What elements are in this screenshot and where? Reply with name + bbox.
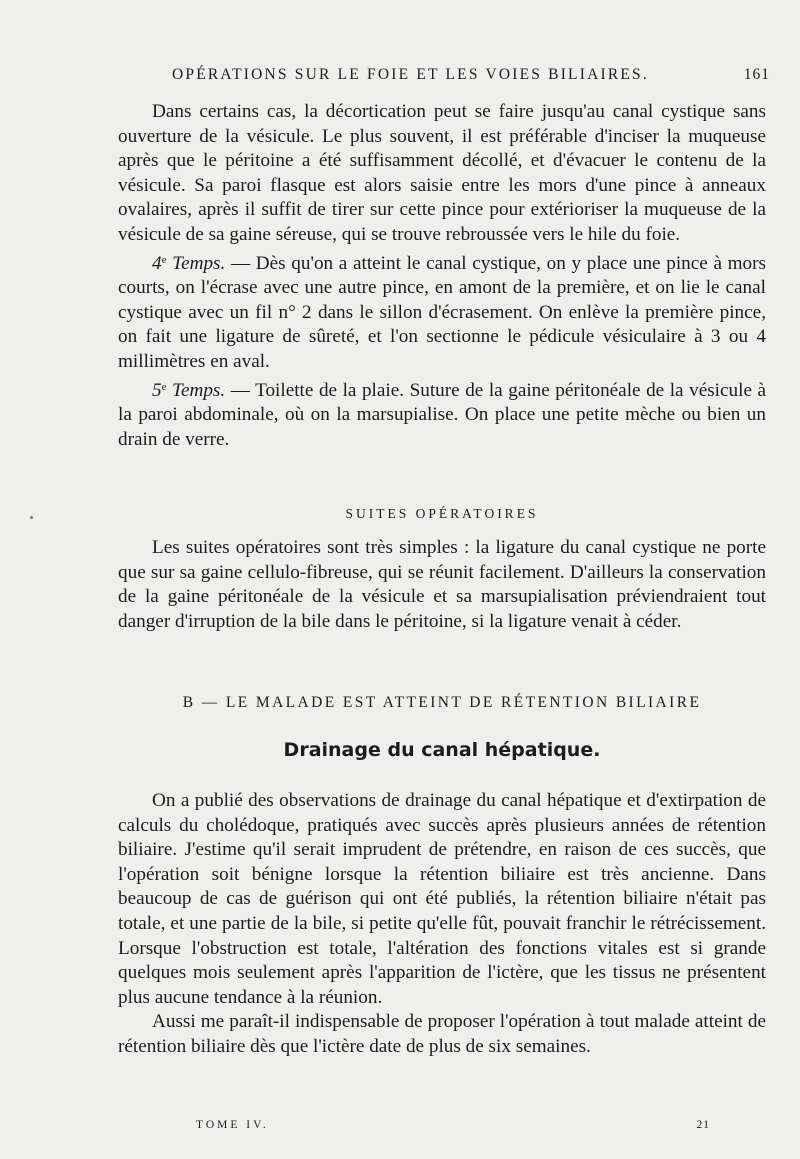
temps-4-label: 4e Temps.: [152, 252, 226, 274]
temps-5-label: 5e Temps.: [152, 379, 226, 401]
section-suites: [118, 536, 766, 634]
running-title: OPÉRATIONS SUR LE FOIE ET LES VOIES BILIAIRES.: [172, 66, 649, 83]
paragraph-suites: Les suites opératoires sont très simples : la ligature du canal cystique ne porte que sur sa gaine cellulo-fibreuse, qui se réunit facilement. D'ailleurs la conservation de la gaine péritonéale de la vésicule et sa marsupialisation préviendraient tout danger d'irruption de la bile dans le péritoine, si la ligature venait à céder.: [118, 537, 766, 632]
suites-heading: SUITES OPÉRATOIRES: [345, 506, 539, 521]
paragraph-drainage-1: On a publié des observations de drainage du canal hépatique et d'extirpation de calculs du cholédoque, pratiqués avec succès après plusieurs années de rétention biliaire. J'estime qu'il serait imprudent de prétendre, en raison de ces succès, que l'opération soit bénigne lorsque la rétention biliaire est très ancienne. Dans beaucoup de cas de guérison qui ont été publiés, la rétention biliaire n'était pas totale, et une partie de la bile, si petite qu'elle fût, pouvait franchir le rétrécissement. Lorsque l'obstruction est totale, l'altération des fonctions vitales est si grande quelques mois seulement après l'apparition de l'ictère, que les tissus ne présentent plus aucune tendance à la réunion.: [118, 790, 766, 1008]
paragraph-drainage-2: Aussi me paraît-il indispensable de proposer l'opération à tout malade atteint de rétention biliaire dès que l'ictère date de plus de six semaines.: [118, 1011, 766, 1057]
drainage-heading: Drainage du canal hépatique.: [283, 739, 601, 761]
temps-5-text: — Toilette de la plaie. Suture de la gaine péritonéale de la vésicule à la paroi abdominale, où on la marsupialise. On place une petite mèche ou bien un drain de verre.: [118, 379, 767, 450]
temps-4-text: — Dès qu'on a atteint le canal cystique, on y place une pince à mors courts, on l'écrase avec une autre pince, en amont de la première, et on lie le canal cystique avec un fil n° 2 dans le sillon d'écrasement. On enlève la première pince, on fait une ligature de sûreté, et l'on sectionne le pédicule vésiculaire à 3 ou 4 millimètres en aval.: [118, 252, 767, 372]
paragraph-temps-5: [118, 375, 766, 453]
volume-label: TOME IV.: [196, 1119, 269, 1131]
page-footer: [196, 1119, 710, 1131]
paper-speck: [30, 516, 33, 519]
signature-mark: 21: [696, 1119, 710, 1131]
page-number: 161: [743, 66, 770, 83]
section-drainage: [118, 789, 766, 1060]
section-procedure: [118, 100, 766, 452]
paragraph-temps-4: [118, 248, 766, 375]
paragraph-decortication: Dans certains cas, la décortication peut se faire jusqu'au canal cystique sans ouverture de la vésicule. Le plus souvent, il est préférable d'inciser la muqueuse après que le péritoine a été suffisamment décollé, et d'évacuer le contenu de la vésicule. Sa paroi flasque est alors saisie entre les mors d'une pince à anneaux ovalaires, après il suffit de tirer sur cette pince pour extérioriser la muqueuse de la vésicule de sa gaine séreuse, qui se trouve rebroussée vers le hile du foie.: [118, 101, 766, 245]
section-b-heading: B — LE MALADE EST ATTEINT DE RÉTENTION BILIAIRE: [182, 694, 702, 711]
